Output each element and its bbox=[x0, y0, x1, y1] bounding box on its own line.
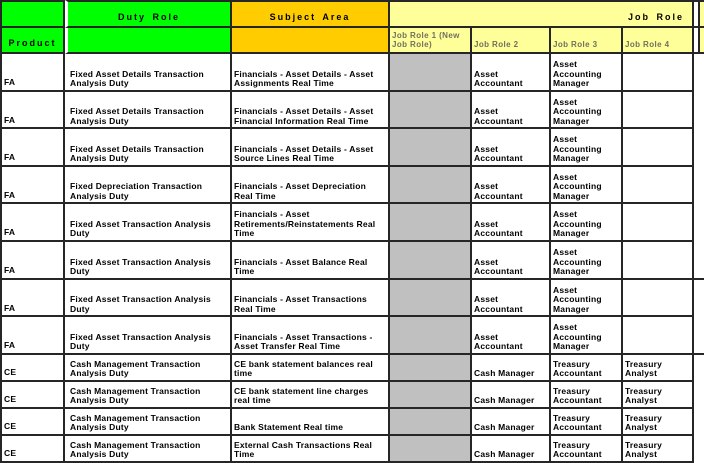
duty-role-header-spacer bbox=[65, 28, 232, 54]
job-role-3-cell: Asset Accounting Manager bbox=[551, 129, 623, 167]
job-role-4-cell bbox=[623, 167, 694, 205]
job-role-4-cell bbox=[623, 317, 694, 355]
job-role-2-cell: Asset Accountant bbox=[472, 129, 551, 167]
duty-role-cell: Cash Management Transaction Analysis Duty bbox=[65, 409, 232, 436]
table-row bbox=[2, 167, 704, 205]
job-role-2-cell: Asset Accountant bbox=[472, 317, 551, 355]
job-role-2-cell: Asset Accountant bbox=[472, 204, 551, 242]
table-row bbox=[2, 409, 704, 436]
job-role-3-cell: Asset Accounting Manager bbox=[551, 92, 623, 130]
job-role-4-cell bbox=[623, 204, 694, 242]
job-role-4-cell: Treasury Analyst bbox=[623, 409, 694, 436]
product-cell: FA bbox=[2, 280, 65, 318]
job-role-4-cell: Treasury Analyst bbox=[623, 436, 694, 463]
product-cell: FA bbox=[2, 317, 65, 355]
product-cell: FA bbox=[2, 204, 65, 242]
cutoff-column-cell bbox=[694, 92, 704, 130]
subject-area-cell: Financials - Asset Details - Asset Financial Information Real Time bbox=[232, 92, 390, 130]
table-row bbox=[2, 204, 704, 242]
cutoff-column-cell bbox=[694, 382, 704, 409]
job-role-1-cell bbox=[390, 242, 472, 280]
product-header: Product bbox=[2, 28, 65, 54]
duty-role-cell: Fixed Asset Transaction Analysis Duty bbox=[65, 242, 232, 280]
product-cell: CE bbox=[2, 409, 65, 436]
job-role-4-cell bbox=[623, 92, 694, 130]
job-role-2-cell: Cash Manager bbox=[472, 355, 551, 382]
job-role-3-cell: Treasury Accountant bbox=[551, 436, 623, 463]
job-role-1-header: Job Role 1 (New Job Role) bbox=[390, 28, 472, 54]
job-role-4-header: Job Role 4 bbox=[623, 28, 694, 54]
job-role-1-cell bbox=[390, 54, 472, 92]
job-role-3-cell: Treasury Accountant bbox=[551, 382, 623, 409]
cutoff-column-cell bbox=[694, 167, 704, 205]
cutoff-column-cell bbox=[694, 436, 704, 463]
table-row bbox=[2, 129, 704, 167]
product-cell: FA bbox=[2, 92, 65, 130]
cutoff-column-header bbox=[694, 0, 704, 28]
table-row bbox=[2, 355, 704, 382]
job-role-1-cell bbox=[390, 382, 472, 409]
duty-role-cell: Fixed Asset Transaction Analysis Duty bbox=[65, 280, 232, 318]
product-cell: CE bbox=[2, 436, 65, 463]
job-role-2-cell: Asset Accountant bbox=[472, 280, 551, 318]
cutoff-column-cell bbox=[694, 242, 704, 280]
duty-role-cell: Fixed Asset Details Transaction Analysis Duty bbox=[65, 92, 232, 130]
job-role-2-cell: Cash Manager bbox=[472, 409, 551, 436]
table-row bbox=[2, 382, 704, 409]
job-role-1-cell bbox=[390, 204, 472, 242]
job-role-2-cell: Cash Manager bbox=[472, 436, 551, 463]
table-row bbox=[2, 92, 704, 130]
job-role-1-cell bbox=[390, 409, 472, 436]
subject-area-cell: Financials - Asset Transactions Real Time bbox=[232, 280, 390, 318]
duty-role-cell: Cash Management Transaction Analysis Duty bbox=[65, 436, 232, 463]
job-role-2-cell: Asset Accountant bbox=[472, 54, 551, 92]
header-group-row bbox=[2, 0, 704, 28]
job-role-2-cell: Asset Accountant bbox=[472, 242, 551, 280]
job-role-2-cell: Cash Manager bbox=[472, 382, 551, 409]
product-cell: CE bbox=[2, 382, 65, 409]
duty-role-header: Duty Role bbox=[65, 0, 232, 28]
job-role-1-cell bbox=[390, 355, 472, 382]
subject-area-cell: Financials - Asset Depreciation Real Time bbox=[232, 167, 390, 205]
job-role-4-cell bbox=[623, 280, 694, 318]
duty-role-cell: Fixed Depreciation Transaction Analysis Duty bbox=[65, 167, 232, 205]
subject-area-cell: Financials - Asset Details - Asset Assignments Real Time bbox=[232, 54, 390, 92]
product-cell: CE bbox=[2, 355, 65, 382]
job-role-3-cell: Asset Accounting Manager bbox=[551, 204, 623, 242]
duty-role-cell: Cash Management Transaction Analysis Duty bbox=[65, 355, 232, 382]
job-role-3-cell: Treasury Accountant bbox=[551, 409, 623, 436]
job-role-1-cell bbox=[390, 436, 472, 463]
product-cell: FA bbox=[2, 54, 65, 92]
subject-area-cell: Financials - Asset Details - Asset Source Lines Real Time bbox=[232, 129, 390, 167]
job-role-3-header: Job Role 3 bbox=[551, 28, 623, 54]
subject-area-cell: CE bank statement balances real time bbox=[232, 355, 390, 382]
subject-area-cell: Financials - Asset Transactions - Asset Transfer Real Time bbox=[232, 317, 390, 355]
job-role-1-cell bbox=[390, 280, 472, 318]
cutoff-column-cell bbox=[694, 280, 704, 318]
product-cell: FA bbox=[2, 129, 65, 167]
cutoff-column-cell bbox=[694, 204, 704, 242]
job-role-3-cell: Asset Accounting Manager bbox=[551, 317, 623, 355]
duty-role-cell: Fixed Asset Details Transaction Analysis Duty bbox=[65, 54, 232, 92]
cutoff-column-header bbox=[694, 28, 704, 54]
job-role-1-cell bbox=[390, 129, 472, 167]
job-role-3-cell: Asset Accounting Manager bbox=[551, 167, 623, 205]
duty-role-cell: Fixed Asset Transaction Analysis Duty bbox=[65, 204, 232, 242]
job-role-4-cell: Treasury Analyst bbox=[623, 382, 694, 409]
subject-area-cell: External Cash Transactions Real Time bbox=[232, 436, 390, 463]
subject-area-header-spacer bbox=[232, 28, 390, 54]
job-role-4-cell bbox=[623, 129, 694, 167]
cutoff-column-cell bbox=[694, 409, 704, 436]
product-cell: FA bbox=[2, 242, 65, 280]
header-columns-row bbox=[2, 28, 704, 54]
subject-area-cell: CE bank statement line charges real time bbox=[232, 382, 390, 409]
job-role-1-cell bbox=[390, 167, 472, 205]
duty-role-cell: Fixed Asset Transaction Analysis Duty bbox=[65, 317, 232, 355]
duty-role-cell: Fixed Asset Details Transaction Analysis Duty bbox=[65, 129, 232, 167]
job-role-4-cell bbox=[623, 242, 694, 280]
job-role-4-cell: Treasury Analyst bbox=[623, 355, 694, 382]
job-role-group-header: Job Role bbox=[390, 0, 694, 28]
table-row bbox=[2, 436, 704, 463]
corner-cell bbox=[2, 0, 65, 28]
cutoff-column-cell bbox=[694, 355, 704, 382]
job-role-2-cell: Asset Accountant bbox=[472, 92, 551, 130]
subject-area-cell: Financials - Asset Balance Real Time bbox=[232, 242, 390, 280]
product-cell: FA bbox=[2, 167, 65, 205]
subject-area-cell: Bank Statement Real time bbox=[232, 409, 390, 436]
subject-area-header: Subject Area bbox=[232, 0, 390, 28]
subject-area-cell: Financials - Asset Retirements/Reinstatements Real Time bbox=[232, 204, 390, 242]
table-row bbox=[2, 242, 704, 280]
job-role-3-cell: Asset Accounting Manager bbox=[551, 280, 623, 318]
table-row bbox=[2, 54, 704, 92]
job-role-2-header: Job Role 2 bbox=[472, 28, 551, 54]
job-role-1-cell bbox=[390, 92, 472, 130]
cutoff-column-cell bbox=[694, 54, 704, 92]
table-row bbox=[2, 280, 704, 318]
job-role-3-cell: Asset Accounting Manager bbox=[551, 242, 623, 280]
duty-role-cell: Cash Management Transaction Analysis Duty bbox=[65, 382, 232, 409]
job-role-4-cell bbox=[623, 54, 694, 92]
cutoff-column-cell bbox=[694, 129, 704, 167]
job-role-2-cell: Asset Accountant bbox=[472, 167, 551, 205]
job-role-3-cell: Asset Accounting Manager bbox=[551, 54, 623, 92]
cutoff-column-cell bbox=[694, 317, 704, 355]
job-role-3-cell: Treasury Accountant bbox=[551, 355, 623, 382]
table-row bbox=[2, 317, 704, 355]
job-role-1-cell bbox=[390, 317, 472, 355]
